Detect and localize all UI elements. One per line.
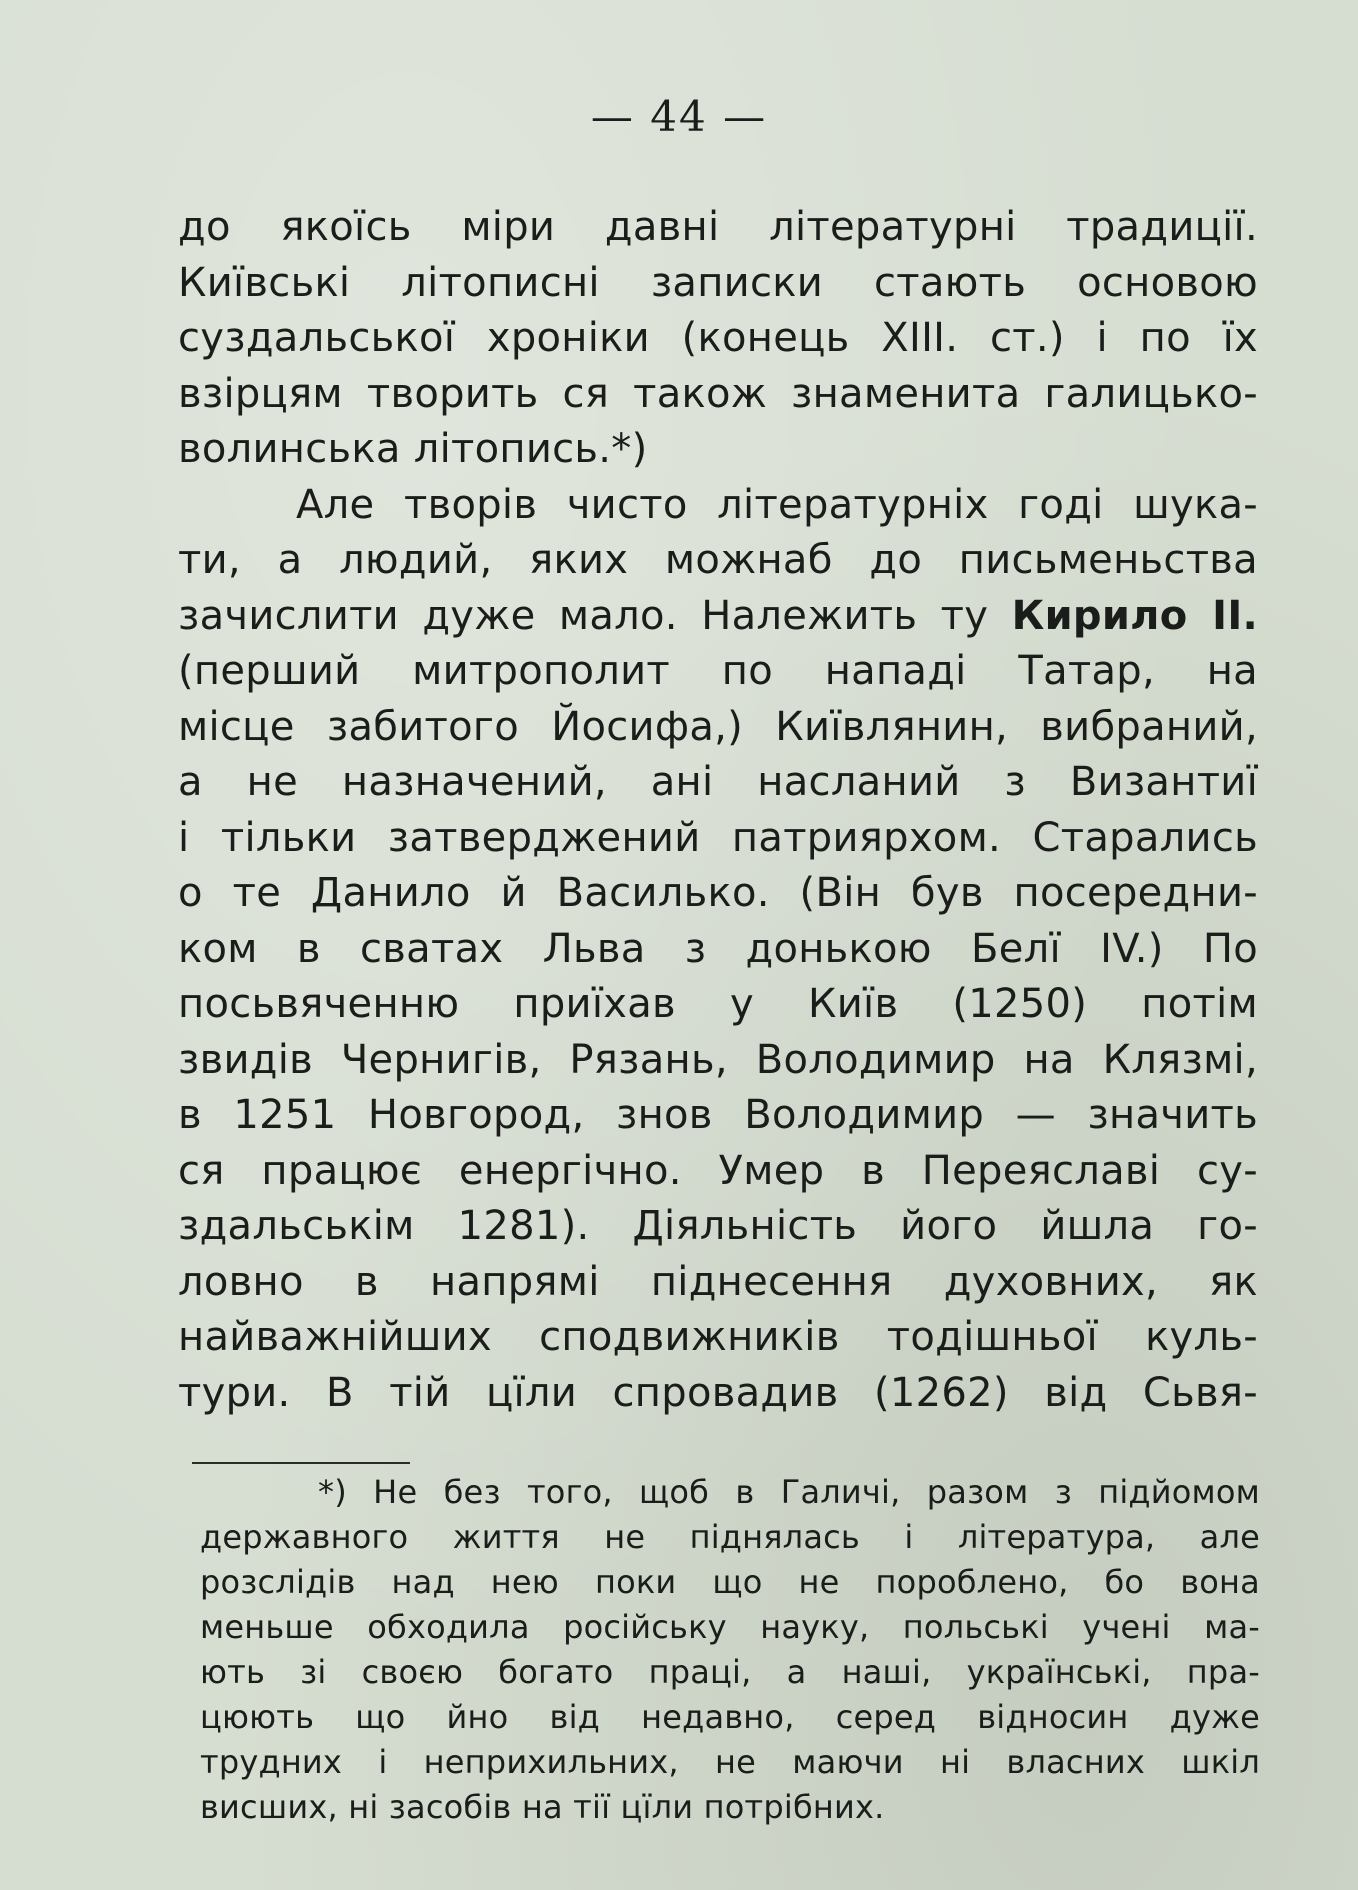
text-line: в 1251 Новгород, знов Володимир — значить [178,1092,1258,1138]
text-line: ти, а людий, яких можнаб до письменьства [178,537,1258,583]
footnote-line: державного життя не піднялась і література, але [200,1518,1260,1556]
text-line: суздальської хроніки (конець XIII. ст.) і по їх [178,315,1258,361]
text-line: (перший митрополит по нападі Татар, на [178,648,1258,694]
text-line: і тільки затверджений патриярхом. Старались [178,814,1258,861]
text-line: місце забитого Йосифа,) Київлянин, вибраний, [178,703,1258,750]
footnote-line: трудних і неприхильних, не маючи ні власних шкіл [200,1743,1260,1781]
footnote-line: ють зі своєю богато праці, а наші, українські, пра- [200,1653,1260,1691]
text-line: ловно в напрямі піднесення духовних, як [178,1258,1258,1305]
footnote-line: висших, ні засобів на тії цїли потрібних. [200,1788,885,1826]
paragraph-start-line: Але творів чисто літературніх годі шука- [296,481,1258,528]
bold-name: Кирило II. [1011,592,1258,639]
text-line: взірцям творить ся також знаменита галицько- [178,370,1258,417]
text-line: Київські літописні записки стають основою [178,259,1258,306]
text-line-with-name [178,589,1258,645]
text-line: ком в сватах Льва з донькою Белї IV.) По [178,925,1258,972]
text-line: волинська літопись.*) [178,426,648,472]
page-number: — 44 — [590,92,768,141]
text-line: тури. В тій цїли спровадив (1262) від Сьвя- [178,1369,1258,1416]
main-text [178,200,1258,1421]
text-line: о те Данило й Василько. (Він був посередни- [178,870,1258,916]
footnote-line: цюють що йно від недавно, серед відносин дуже [200,1698,1260,1736]
footnote-line: розслідів над нею поки що не пороблено, бо вона [200,1563,1260,1601]
text-line: найважнійших сподвижників тодішньої куль- [178,1314,1258,1360]
text-line: звидів Чернигів, Рязань, Володимир на Клязмі, [178,1036,1258,1083]
text-segment: зачислити дуже мало. Належить ту [178,592,1012,639]
text-line: ся працює енергічно. Умер в Переяславі су- [178,1147,1258,1194]
footnote-rule [192,1462,410,1464]
text-line: а не назначений, ані насланий з Византиї [178,759,1258,805]
footnote-line: *) Не без того, щоб в Галичі, разом з підйомом [318,1473,1260,1511]
footnote [200,1470,1260,1830]
footnote-line: меньше обходила російську науку, польські учені ма- [200,1608,1260,1646]
text-line: посьвяченню приїхав у Київ (1250) потім [178,981,1258,1027]
text-line: здальськім 1281). Діяльність його йшла го- [178,1203,1258,1249]
text-line: до якоїсь міри давні літературні традиції. [178,204,1258,250]
